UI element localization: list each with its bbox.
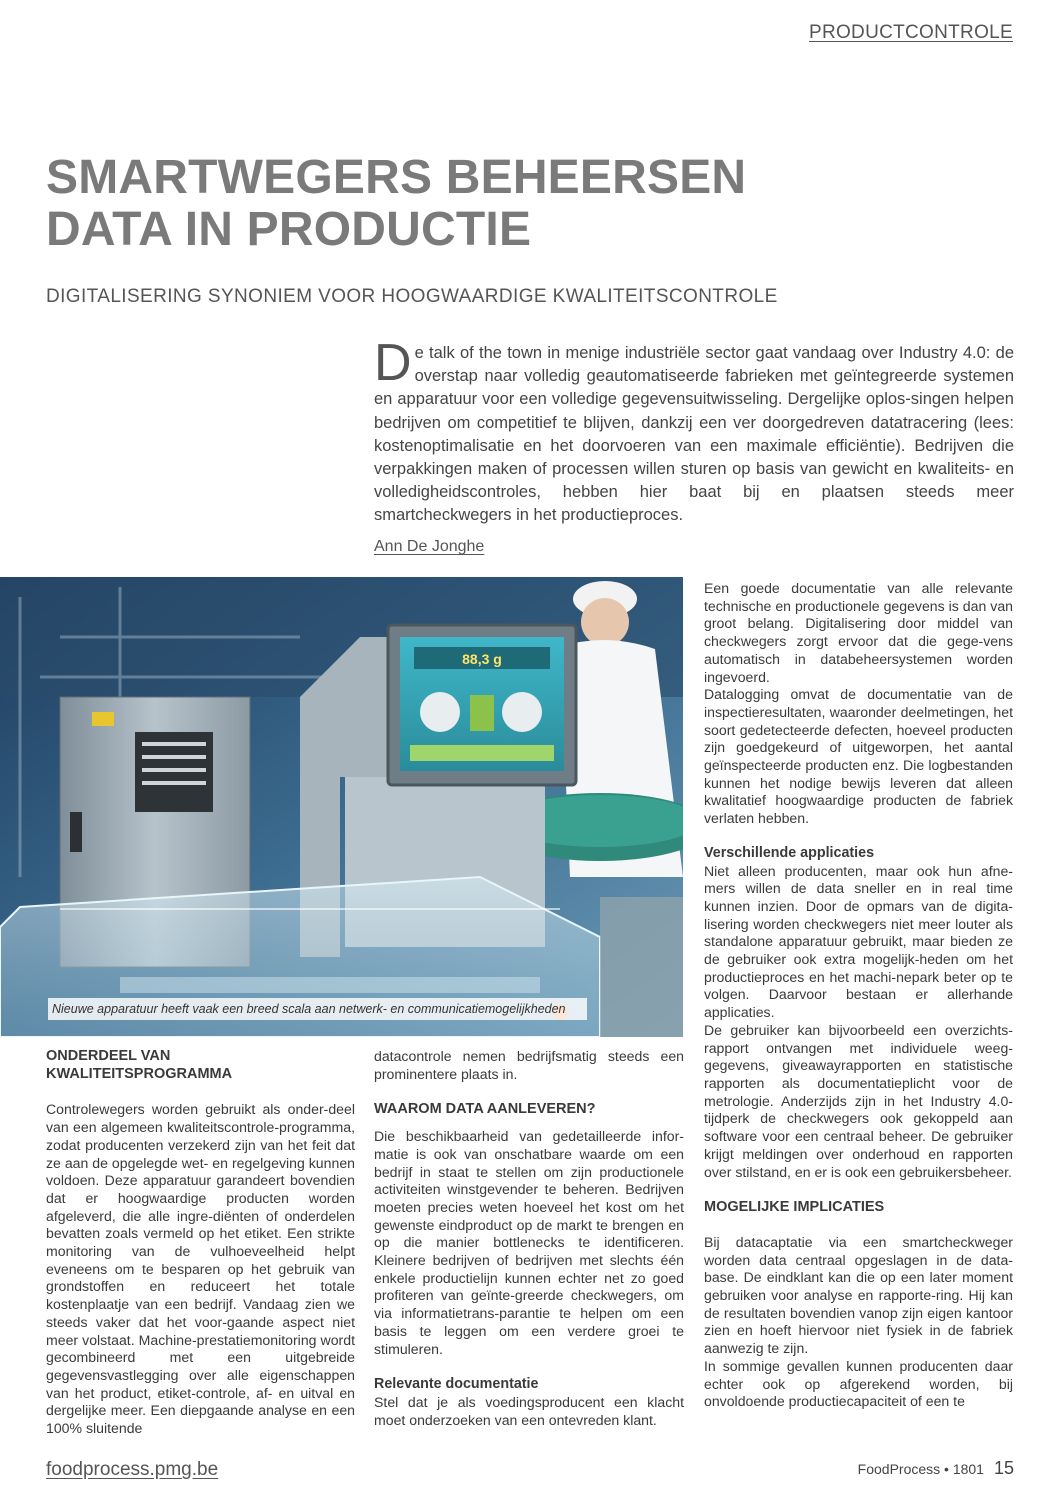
column-1 xyxy=(46,1048,355,1438)
article-title xyxy=(46,152,806,256)
col3-paragraph-2: Datalogging omvat de documentatie van de inspectieresultaten, waaronder deelmetingen, het soort gedetecteerde defecten, hoeveel producten zijn goedgekeurd of uitgeworpen, het aantal geïnspecteerde producten enz. Die logbestanden kunnen het nodige bewijs leveren dat alleen kwalitatief hoogwaardige producten de fabriek verlaten hebben. xyxy=(704,686,1013,827)
column-3 xyxy=(704,580,1013,1411)
footer-website-link[interactable]: foodprocess.pmg.be xyxy=(46,1459,219,1480)
col1-paragraph-1: Controlewegers worden gebruikt als onder-deel van een algemeen kwaliteitscontrole-programma, zodat producenten verzekerd zijn van het feit dat ze aan de opgelegde wet- en regelgeving kunnen voldoen. Deze apparatuur garandeert bovendien dat er hoogwaardige producten worden afgeleverd, die alle ingre-diënten of onderdelen bevatten zoals vermeld op het etiket. Een strikte monitoring van de vulhoeveelheid helpt eveneens om te besparen op het gebruik van grondstoffen en reduceert het totale kostenplaatje van een bedrijf. Vandaag zien we steeds vaker dat het voor-gaande aspect niet meer volstaat. Machine-prestatiemonitoring wordt gecombineerd met een uitgebreide gegevensvastlegging over alle eigenschappen van het product, etiket-controle, af- en uitval en dergelijke meer. Een diepgaande analyse en een 100% sluitende xyxy=(46,1101,355,1437)
photo-caption: Nieuwe apparatuur heeft vaak een breed scala aan netwerk- en communicatiemogelijkheden xyxy=(48,998,587,1020)
heading-waarom: WAAROM DATA AANLEVEREN? xyxy=(374,1101,596,1118)
author-byline: Ann De Jonghe xyxy=(374,538,485,555)
col3-paragraph-1: Een goede documentatie van alle relevante technische en productionele gegevens is dan van groot belang. Digitalisering door middel van checkwegers zorgt ervoor dat die gege-vens automatisch in databeheersystemen worden ingevoerd. xyxy=(704,580,1013,685)
col2-paragraph-2: Die beschikbaarheid van gedetailleerde infor-matie is ook van onschatbare waarde om een bedrijf in staat te stellen om zijn productionele activiteiten winstgevender te beheren. Bedrijven moeten precies weten hoeveel het kost om het gewenste eindproduct op de markt te brengen en op die manier bottlenecks te identificeren. Kleinere bedrijven of bedrijven met slechts één enkele productielijn kunnen echter net zo goed profiteren van geïnte-greerde checkwegers, om via informatietrans-parantie te helpen om een basis te leggen om een verdere groei te stimuleren. xyxy=(374,1128,684,1357)
intro-text: e talk of the town in menige industriële sector gaat vandaag over Industry 4.0: de overstap naar volledig geautomatiseerde fabrieken met geïntegreerde systemen en apparatuur voor een volledige gegevensuitwisseling. Dergelijke oplos-singen helpen bedrijven om competitief te blijven, dankzij een ver doorgedreven datatracering (lees: kostenoptimalisatie en het doorvoeren van een maximale efficiëntie). Bedrijven die verpakkingen maken of processen willen sturen op basis van gewicht en kwaliteits- en volledigheidscontroles, hebben hier baat bij en plaatsen steeds meer smartcheckwegers in het productieproces. xyxy=(374,344,1014,525)
col2-paragraph-1: datacontrole nemen bedrijfsmatig steeds een prominentere plaats in. xyxy=(374,1048,684,1082)
col3-paragraph-5: Bij datacaptatie via een smartcheckweger worden data centraal opgeslagen in de data-base. De eindklant kan die op een later moment gebruiken voor analyse en rapporte-ring. Hij kan de resultaten bovendien vanop zijn eigen kantoor zien en hoeft hiervoor niet fysiek in de fabriek aanwezig te zijn. xyxy=(704,1233,1013,1357)
footer-issue xyxy=(858,1458,1014,1479)
col3-paragraph-6: In sommige gevallen kunnen producenten daar echter ook op afgerekend worden, bij onvoldoende productiecapaciteit of een te xyxy=(704,1357,1013,1410)
col3-paragraph-3: Niet alleen producenten, maar ook hun afne-mers willen de data sneller en in real time kunnen inzien. Door de opmars van de digita-lisering worden checkwegers niet meer louter als standalone apparatuur gebruikt, maar bieden ze de gebruiker ook extra mogelijk-heden om het productieproces en het machi-nepark beter op te volgen. Daarvoor bestaan er allerhande applicaties. xyxy=(704,862,1013,1021)
checkweigher-photo-illustration xyxy=(0,577,683,1037)
col2-paragraph-3: Stel dat je als voedingsproducent een klacht moet onderzoeken van een ontevreden klant. xyxy=(374,1393,684,1428)
heading-verschillende-applicaties: Verschillende applicaties xyxy=(704,844,875,861)
screen-weight-reading: 88,3 g xyxy=(462,651,502,667)
drop-cap: D xyxy=(374,334,412,392)
heading-relevante-documentatie: Relevante documentatie xyxy=(374,1376,539,1393)
page-number: 15 xyxy=(993,1458,1014,1478)
heading-onderdeel: ONDERDEEL VAN KWALITEITSPROGRAMMA xyxy=(46,1048,233,1082)
section-tag: PRODUCTCONTROLE xyxy=(808,22,1013,43)
title-line-2: DATA IN PRODUCTIE xyxy=(46,203,532,256)
article-subtitle: DIGITALISERING SYNONIEM VOOR HOOGWAARDIGE KWALITEITSCONTROLE xyxy=(46,286,778,307)
col3-paragraph-4: De gebruiker kan bijvoorbeeld een overzichts-rapport ontvangen met individuele weeg-gegevens, giveawayrapporten en statistische rapporten als documentatieplicht voor de metrologie. Anderzijds zijn in het Industry 4.0-tijdperk de checkwegers ook gekoppeld aan software voor een centraal beheer. De gebruiker krijgt meldingen over onderhoud en rapporten over stilstand, en er is ook een gebruikersbeheer. xyxy=(704,1021,1013,1180)
column-2 xyxy=(374,1048,684,1429)
intro-paragraph xyxy=(374,334,1014,528)
article-photo xyxy=(0,577,683,1037)
heading-mogelijke-implicaties: MOGELIJKE IMPLICATIES xyxy=(704,1199,885,1216)
title-line-1: SMARTWEGERS BEHEERSEN xyxy=(46,151,747,204)
issue-label: FoodProcess • 1801 xyxy=(857,1461,984,1477)
